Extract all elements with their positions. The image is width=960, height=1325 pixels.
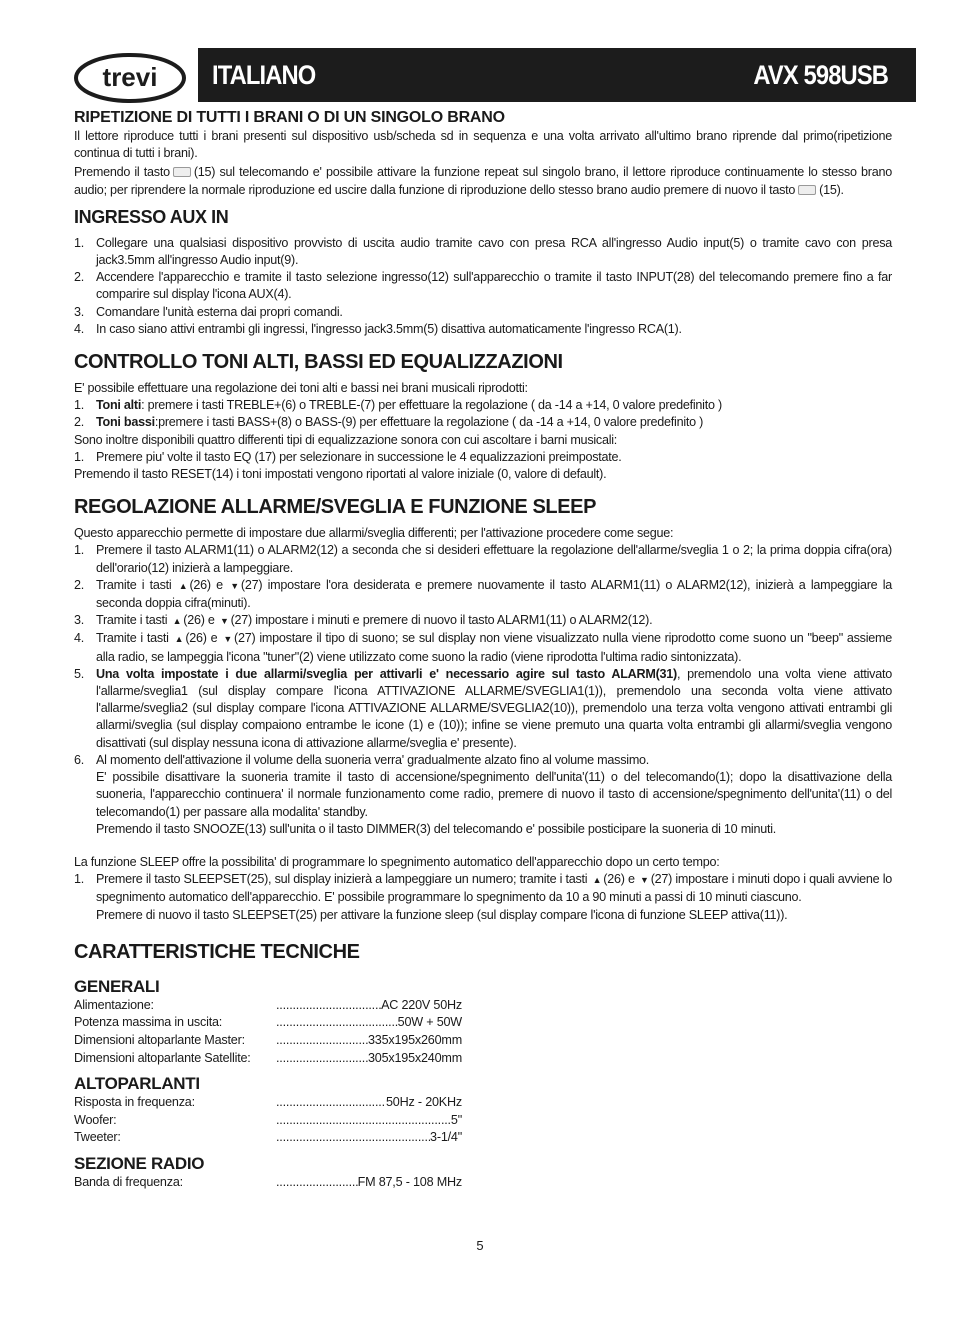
list-item: 1. Premere il tasto SLEEPSET(25), sul display inizierà a lampeggiare un numero; tramite i tasti ▲ (26) e ▼ (27) impostare i minuti dopo i quali avviene lo spegnimento automatico dell'apparecchio. E' possibile programmare lo spegnimento da 10 a 90 minuti a passi di 10 minuti ciascuno. xyxy=(74,871,892,906)
section-title-alarm: REGOLAZIONE ALLARME/SVEGLIA E FUNZIONE SLEEP xyxy=(74,496,597,519)
down-arrow-icon xyxy=(640,871,649,889)
trevi-logo xyxy=(74,53,186,103)
paragraph-alarm-intro: Questo apparecchio permette di impostare due allarmi/sveglia differenti; per l'attivazione procedere come segue: xyxy=(74,526,674,541)
list-item: 1. Premere piu' volte il tasto EQ (17) per selezionare in successione le 4 equalizzazioni preimpostate. xyxy=(74,449,622,464)
specs-subtitle-radio: SEZIONE RADIO xyxy=(74,1153,205,1173)
up-arrow-icon xyxy=(179,577,188,595)
paragraph-reset: Premendo il tasto RESET(14) i toni impostati vengono riportati al valore iniziale (0, valore di default). xyxy=(74,467,607,482)
spec-row: Potenza massima in uscita: ..... 50W + 50W xyxy=(74,1014,892,1032)
list-item: 2. Accendere l'apparecchio e tramite il tasto selezione ingresso(12) sull'apparecchio o tramite il tasto INPUT(28) del telecomando premere fino a far comparire sul display l'icona AUX(4). xyxy=(74,270,892,302)
down-arrow-icon xyxy=(223,630,232,648)
list-item: 4. Tramite i tasti ▲ (26) e ▼ (27) impostare il tipo di suono; se sul display non viene visualizzato nulla viene riprodotto come suono un "beep" assieme alla radio, se lampeggia l'icona "tuner"(2) viene utilizzato come suono la radio (viene riprodotta l'ultima radio sintonizzata). xyxy=(74,630,892,665)
section-title-aux: INGRESSO AUX IN xyxy=(74,206,229,227)
paragraph-alarm-off: E' possibile disattivare la suoneria tramite il tasto di accensione/spegnimento dell'unita'(11) o del telecomando(1); dopo la disattivazione della suoneria, l'apparecchio continuera' il normale funzionamento come radio, premere di nuovo il tasto di accensione/spegnimento dell'unita'(11) o del telecomando(1) per passare alla modalita' standby. xyxy=(96,770,892,819)
up-arrow-icon xyxy=(175,630,184,648)
paragraph-snooze: Premendo il tasto SNOOZE(13) sull'unita o il tasto DIMMER(3) del telecomando e' possibile posticipare la suoneria di 10 minuti. xyxy=(96,821,777,836)
paragraph-eq: Sono inoltre disponibili quattro differenti tipi di equalizzazione sonora con cui ascoltare i barni musicali: xyxy=(74,432,618,447)
section-title-specs: CARATTERISTICHE TECNICHE xyxy=(74,940,360,963)
up-arrow-icon xyxy=(593,871,602,889)
list-item: 3. Comandare l'unità esterna dai propri comandi. xyxy=(74,304,343,319)
list-item: 2. Tramite i tasti ▲ (26) e ▼ (27) impostare l'ora desiderata e premere nuovamente il tasto ALARM1(11) o ALARM2(12), inizierà a lampeggiare la seconda doppia cifra(minuti). xyxy=(74,577,892,612)
spec-row: Dimensioni altoparlante Satellite: ..... 305x195x240mm xyxy=(74,1050,892,1068)
down-arrow-icon xyxy=(230,577,239,595)
page-number: 5 xyxy=(476,1238,484,1253)
list-item: 5. Una volta impostate i due allarmi/sveglia per attivarli e' necessario agire sul tasto ALARM(31), premendolo una volta viene attivato l'allarme/sveglia1 (sul display compare l'icona ATTIVAZIONE ALLARME/SVEGLIA1(1)), premendolo una seconda volta viene attivato l'allarme/sveglia2 (sul display compare l'icona ATTIVAZIONE ALLARME/SVEGLIA2(10)), premendolo una terza volta vengono attivati entrambi gli allarmi/sveglia (sul display compaiono entrambe le icone (1) e (10)); infine se viene premuto una quarta volta entrambi gli allarmi/sveglia vengono disattivati (sul display nessuna icona di attivazione allarme/sveglia e' presente). xyxy=(74,666,892,750)
spec-row: Dimensioni altoparlante Master: ..... 335x195x260mm xyxy=(74,1032,892,1050)
section-title-repeat: RIPETIZIONE DI TUTTI I BRANI O DI UN SINGOLO BRANO xyxy=(74,109,505,126)
list-item: 1. Collegare una qualsiasi dispositivo provvisto di uscita audio tramite cavo con presa RCA all'ingresso Audio input(5) o tramite cavo con presa jack3.5mm all'ingresso Audio input(9). xyxy=(74,235,892,268)
paragraph-sleep-activate: Premere di nuovo il tasto SLEEPSET(25) per attivare la funzione sleep (sul display compare l'icona di funzione SLEEP attiva(11)). xyxy=(96,907,788,922)
paragraph-repeat-all: Il lettore riproduce tutti i brani presenti sul dispositivo usb/scheda sd in sequenza e una volta arrivato all'ultimo brano riprende dal primo(ripetizione continua di tutti i brani). xyxy=(74,129,892,161)
header-bar xyxy=(198,48,916,102)
down-arrow-icon xyxy=(220,612,229,630)
list-item: 1. Toni alti: premere i tasti TREBLE+(6) o TREBLE-(7) per effettuare la regolazione ( da -14 a +14, 0 valore predefinito ) xyxy=(74,398,722,413)
spec-row: Risposta in frequenza: ..... 50Hz - 20KHz xyxy=(74,1094,892,1112)
paragraph-sleep: La funzione SLEEP offre la possibilita' di programmare lo spegnimento automatico dell'apparecchio dopo un certo tempo: xyxy=(74,854,720,869)
up-arrow-icon xyxy=(173,612,182,630)
paragraph-repeat-single: Premendo il tasto (15) sul telecomando e' possibile attivare la funzione repeat sul singolo brano, il lettore riproduce continuamente lo stesso brano audio; per riprendere la normale riproduzione ed uscire dalla funzione di riproduzione dello stesso brano audio premere di nuovo il tasto (15). xyxy=(74,165,892,197)
model-label: AVX 598USB xyxy=(753,59,888,90)
spec-row: Woofer: ..... 5" xyxy=(74,1112,892,1130)
list-item: 6. Al momento dell'attivazione il volume della suoneria verra' gradualmente alzato fino al volume massimo. xyxy=(74,752,650,767)
main-content xyxy=(74,108,892,1191)
repeat-icon xyxy=(173,167,191,177)
section-title-tone: CONTROLLO TONI ALTI, BASSI ED EQUALIZZAZIONI xyxy=(74,351,563,374)
language-label: ITALIANO xyxy=(212,59,316,90)
svg-text:trevi: trevi xyxy=(102,62,158,92)
list-item: 2. Toni bassi:premere i tasti BASS+(8) o BASS-(9) per effettuare la regolazione ( da -14 a +14, 0 valore predefinito ) xyxy=(74,415,704,430)
paragraph-tone-intro: E' possibile effettuare una regolazione dei toni alti e bassi nei brani musicali riprodotti: xyxy=(74,381,528,396)
list-item: 3. Tramite i tasti ▲ (26) e ▼ (27) impostare i minuti e premere di nuovo il tasto ALARM1(11) o ALARM2(12). xyxy=(74,612,892,630)
spec-row: Alimentazione: ..... AC 220V 50Hz xyxy=(74,997,892,1015)
spec-row: Tweeter: ..... 3-1/4" xyxy=(74,1129,892,1147)
specs-subtitle-speakers: ALTOPARLANTI xyxy=(74,1074,200,1094)
spec-row: Banda di frequenza: ..... FM 87,5 - 108 MHz xyxy=(74,1174,892,1192)
list-item: 1. Premere il tasto ALARM1(11) o ALARM2(12) a seconda che si desideri effettuare la regolazione dell'allarme/sveglia 1 o 2; la prima doppia cifra(ora) dell'orario(12) inizierà a lampeggiare. xyxy=(74,543,892,575)
specs-subtitle-general: GENERALI xyxy=(74,976,160,996)
repeat-icon xyxy=(798,185,816,195)
list-item: 4. In caso siano attivi entrambi gli ingressi, l'ingresso jack3.5mm(5) disattiva automaticamente l'ingresso RCA(1). xyxy=(74,321,682,336)
